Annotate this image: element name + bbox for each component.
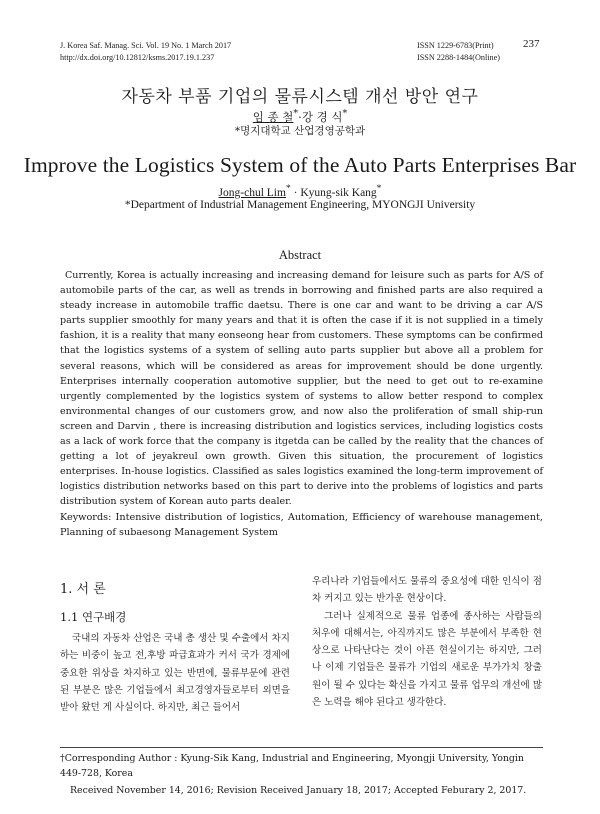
english-author-1: Jong-chul Lim	[218, 186, 286, 199]
right-column-paragraph-1: 우리나라 기업들에서도 물류의 중요성에 대한 인식이 점차 커지고 있는 반가운 현상이다.	[312, 576, 542, 605]
right-column	[312, 573, 542, 711]
received-dates: Received November 14, 2016; Revision Received January 18, 2017; Accepted Feburary 2, 2017.	[70, 785, 527, 796]
issn-block	[417, 40, 500, 64]
issn-print: ISSN 1229-6783(Print)	[417, 41, 494, 50]
english-author-2-mark: *	[376, 183, 382, 194]
page-number: 237	[523, 38, 540, 50]
issn-online: ISSN 2288-1484(Online)	[417, 53, 501, 62]
english-author-1-mark: *	[285, 183, 291, 194]
english-title: Improve the Logistics System of the Auto Parts Enterprises Bar	[23, 153, 577, 177]
journal-header	[60, 40, 231, 64]
korean-author-2-mark: *	[342, 108, 348, 119]
english-author-separator: ·	[290, 186, 301, 199]
english-affiliation: *Department of Industrial Management Engineering, MYONGJI University	[124, 199, 476, 211]
abstract-heading: Abstract	[278, 248, 322, 262]
left-column-paragraph: 국내의 자동차 산업은 국내 총 생산 및 수출에서 차지하는 비중이 높고 전,후방 파급효과가 커서 국가 경제에 중요한 위상을 차지하고 있는 반면에, 물류부문에 관련된 부분은 많은 기업들에서 최고경영자들로부터 외면을 받아 왔던 게 사실이다. 하지만, 최근 들어서	[60, 633, 290, 714]
abstract-body: Currently, Korea is actually increasing and increasing demand for leisure such as parts for A/S of automobile parts of the car, as well as trends in borrowing and finished parts are also required a steady increase in automobile traffic daetsu. There is one car and want to be driving a car A/S parts supplier smoothly for many years and that it is often the case if it is not supplied in a timely fashion, it is a reality that many eonseong hear from customers. These symptoms can be confirmed that the logistics systems of a system of selling auto parts supplier but above all a problem for several reasons, which will be considered as areas for improvement should be done urgently. Enterprises internally cooperation automotive supplier, but the need to get out to re-examine urgently complemented by the logistics system of systems to allow better respond to complex environmental changes of our customers grow, and now also the proliferation of small ship-run screen and Darvin , there is increasing distribution and logistics services, including logistics costs as a lack of work force that the company is itgetda can be called by the reality that the chances of getting a lot of jeyakreul own growth. Given this situation, the procurement of logistics enterprises. In-house logistics. Classified as sales logistics examined the long-term improvement of logistics distribution networks based on this part to derive into the problems of logistics and parts distribution system of Korean auto parts dealer.	[60, 270, 543, 508]
section-heading: 1. 서 론	[60, 582, 106, 597]
korean-author-1: 임 종 철	[252, 109, 294, 124]
keywords: Keywords: Intensive distribution of logistics, Automation, Efficiency of warehouse management, Planning of subaesong Management System	[60, 512, 543, 539]
english-authors	[0, 183, 600, 199]
english-author-2: Kyung-sik Kang	[300, 186, 377, 199]
doi-link[interactable]: http://dx.doi.org/10.12812/ksms.2017.19.1.237	[60, 53, 215, 62]
right-column-paragraph-2: 그러나 실제적으로 물류 업종에 종사하는 사람들의 처우에 대해서는, 아직까지도 많은 부분에서 부족한 현상으로 나타난다는 것이 아픈 현실이기는 하지만, 그러나 이제 기업들은 물류가 기업의 새로운 부가가치 창출원이 될 수 있다는 확신을 가지고 물류 업무의 개선에 많은 노력을 해야 된다고 생각한다.	[312, 610, 542, 709]
subsection-heading: 1.1 연구배경	[60, 610, 127, 624]
korean-title: 자동차 부품 기업의 물류시스템 개선 방안 연구	[121, 87, 479, 107]
journal-citation: J. Korea Saf. Manag. Sci. Vol. 19 No. 1 March 2017	[60, 41, 232, 50]
korean-author-1-mark: *	[293, 108, 299, 119]
korean-author-2: 강 경 식	[301, 109, 343, 124]
corresponding-author-footnote: †Corresponding Author : Kyung-Sik Kang, Industrial and Engineering, Myongji University, Yongin 449-728, Korea	[60, 753, 524, 779]
footnote-divider	[60, 747, 543, 748]
korean-author-separator: ·	[298, 109, 302, 124]
korean-affiliation: *명지대학교 산업경영공학과	[234, 125, 366, 137]
